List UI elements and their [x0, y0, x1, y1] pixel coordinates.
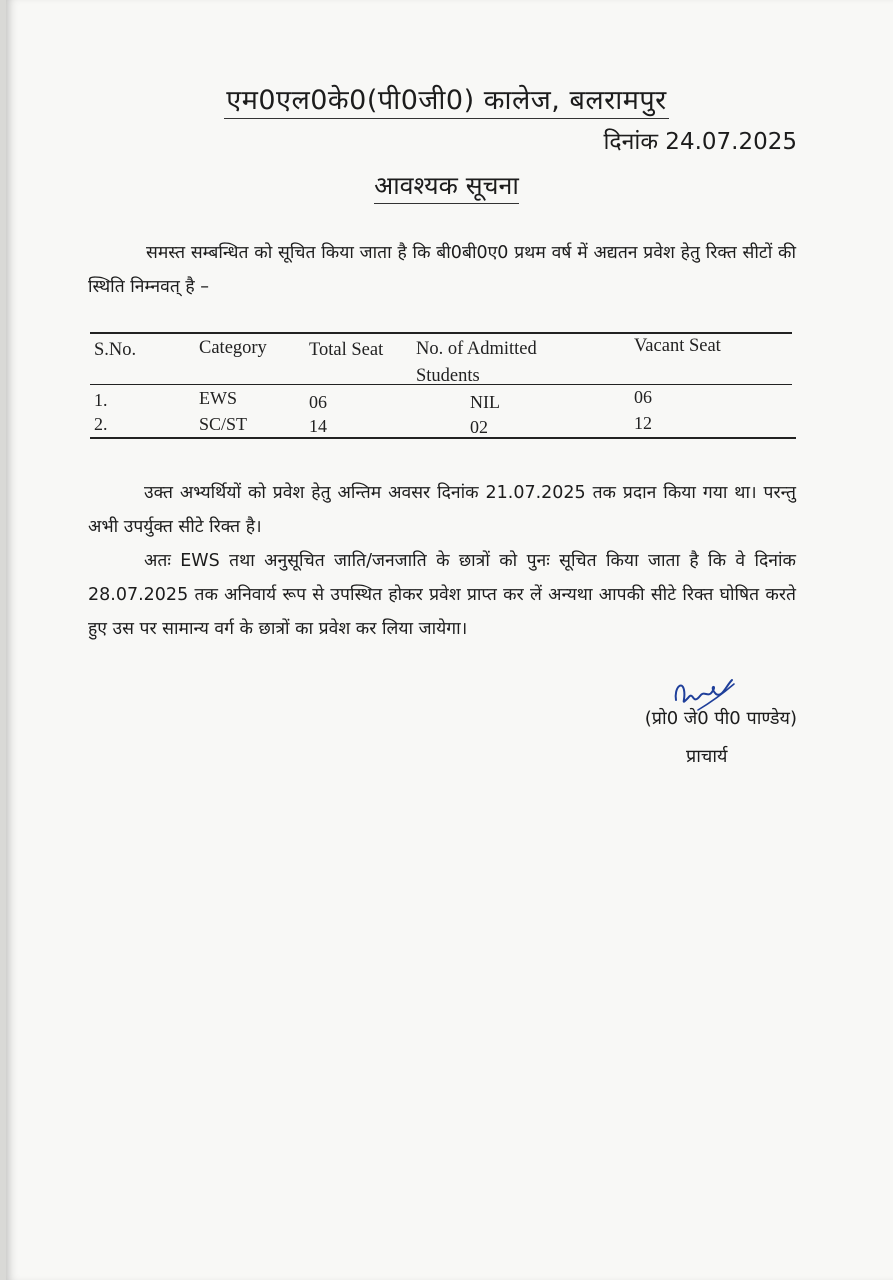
- header-admitted-line1: No. of Admitted: [416, 339, 537, 359]
- row-category: EWS: [199, 388, 237, 408]
- signatory-name: (प्रो0 जे0 पी0 पाण्डेय): [644, 708, 797, 729]
- row-vacant-seat: 06: [634, 387, 652, 407]
- header-admitted-line2: Students: [416, 366, 480, 386]
- college-name: एम0एल0के0(पी0जी0) कालेज, बलरामपुर: [0, 80, 893, 117]
- row-vacant-seat: 12: [634, 413, 652, 433]
- table-top-rule: [90, 332, 792, 334]
- row-total-seat: 14: [309, 416, 327, 436]
- intro-paragraph: समस्त सम्बन्धित को सूचित किया जाता है कि बी0बी0ए0 प्रथम वर्ष में अद्यतन प्रवेश हेतु रिक्त सीटों की स्थिति निम्नवत् है –: [88, 243, 796, 297]
- row-admitted: 02: [470, 417, 488, 437]
- header-category: Category: [199, 338, 267, 358]
- notice-title: आवश्यक सूचना: [0, 168, 893, 202]
- header-sno: S.No.: [94, 340, 137, 360]
- notice-date: दिनांक 24.07.2025: [603, 129, 797, 155]
- table-bottom-rule: [90, 437, 796, 439]
- row-sno: 2.: [94, 414, 108, 434]
- header-total-seat: Total Seat: [309, 340, 384, 360]
- row-sno: 1.: [94, 390, 108, 410]
- reminder-paragraph: अतः EWS तथा अनुसूचित जाति/जनजाति के छात्रों को पुनः सूचित किया जाता है कि वे दिनांक 28.07.2025 तक अनिवार्य रूप से उपस्थित होकर प्रवेश प्राप्त कर लें अन्यथा आपकी सीटे रिक्त घोषित करते हुए उस पर सामान्य वर्ग के छात्रों का प्रवेश कर लिया जायेगा।: [88, 551, 796, 639]
- row-category: SC/ST: [199, 414, 248, 434]
- deadline-paragraph: उक्त अभ्यर्थियों को प्रवेश हेतु अन्तिम अवसर दिनांक 21.07.2025 तक प्रदान किया गया था। परन्तु अभी उपर्युक्त सीटे रिक्त है।: [88, 483, 796, 537]
- signatory-designation: प्राचार्य: [686, 746, 728, 767]
- row-total-seat: 06: [309, 392, 327, 412]
- row-admitted: NIL: [470, 392, 500, 412]
- header-vacant-seat: Vacant Seat: [634, 336, 721, 356]
